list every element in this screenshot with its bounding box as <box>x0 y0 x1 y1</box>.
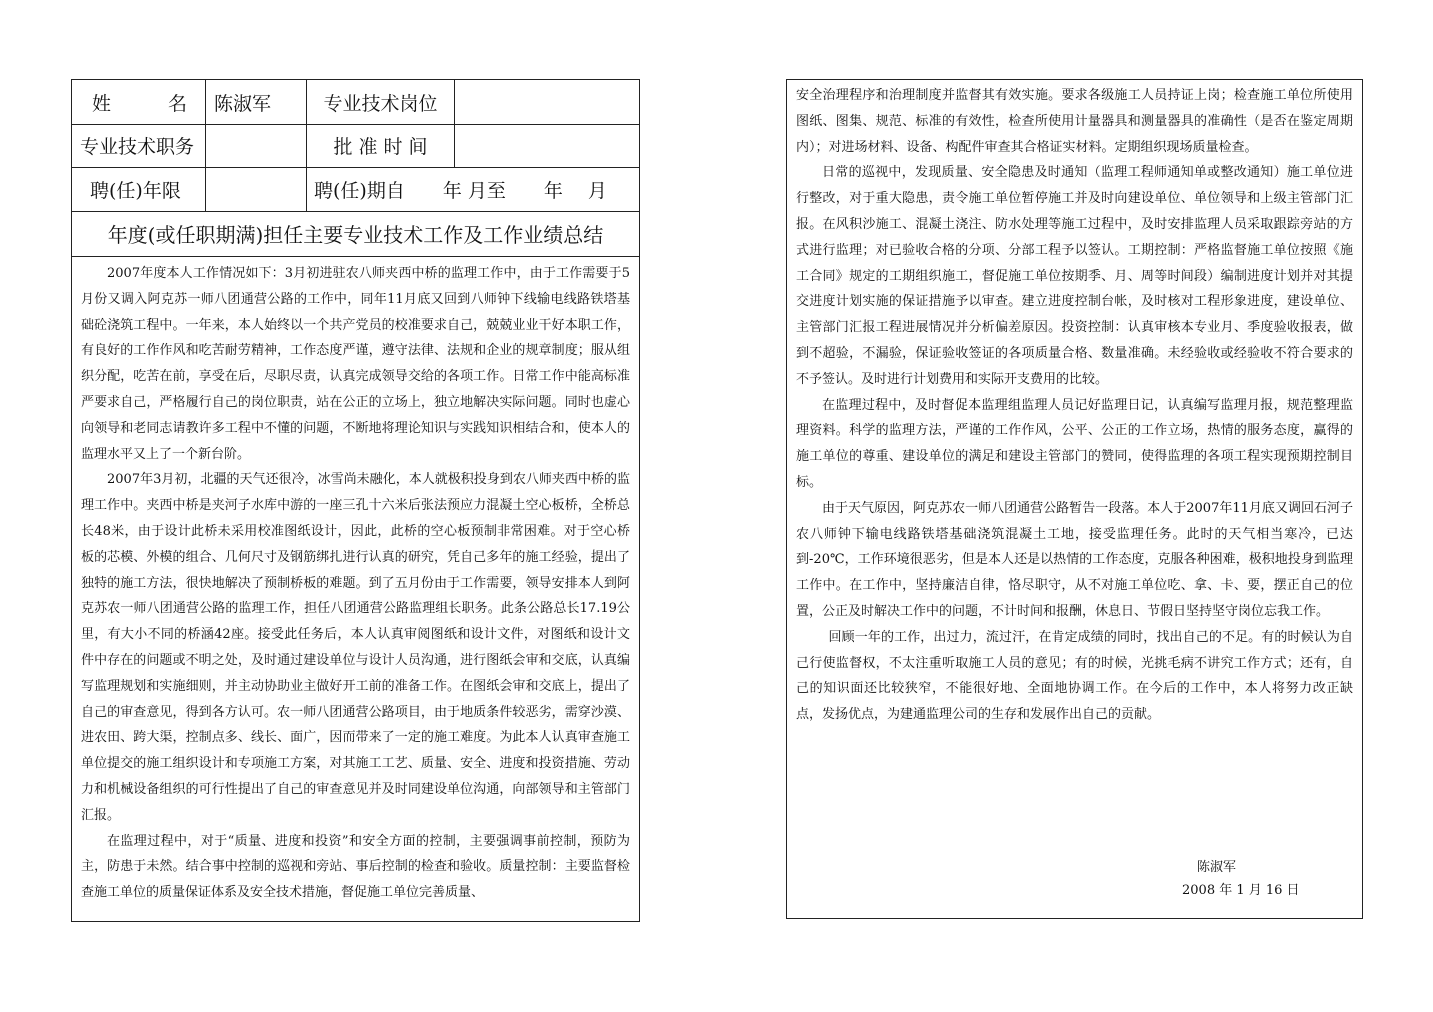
term-label-cell <box>72 167 206 211</box>
section-title: 年度(或任职期满)担任主要专业技术工作及工作业绩总结 <box>107 223 604 247</box>
right-paragraph: 安全治理程序和治理制度并监督其有效实施。要求各级施工人员持证上岗；检查施工单位所使用图纸、图集、规范、标准的有效性，检查所使用计量器具和测量器具的准确性（是否在鉴定周期内）；对进场材料、设备、构配件审查其合格证实材料。定期组织现场质量检查。 <box>796 88 1353 155</box>
right-paragraph: 回顾一年的工作，出过力，流过汗，在肯定成绩的同时，找出自己的不足。有的时候认为自己行使监督权，不太注重听取施工人员的意见；有的时候，光挑毛病不讲究工作方式；还有，自己的知识面还比较狭窄，不能很好地、全面地协调工作。在今后的工作中，本人将努力改正缺点，发扬优点，为建通监理公司的生存和发展作出自己的贡献。 <box>796 629 1353 723</box>
post-label-cell <box>307 80 455 124</box>
term-value-cell <box>206 167 307 211</box>
post-label: 专业技术岗位 <box>323 92 438 115</box>
left-paragraph: 2007年度本人工作情况如下：3月初进驻农八师夹西中桥的监理工作中，由于工作需要于5月份又调入阿克苏一师八团通营公路的工作中，同年11月底又回到八师钟下线输电线路铁塔基础砼浇筑工程中。一年来，本人始终以一个共产党员的校准要求自己，兢兢业业干好本职工作，有良好的工作作风和吃苦耐劳精神，工作态度严谨，遵守法律、法规和企业的规章制度；服从组织分配，吃苦在前，享受在后，尽职尽责，认真完成领导交给的各项工作。日常工作中能高标准严要求自己，严格履行自己的岗位职责，站在公正的立场上，独立地解决实际问题。同时也虚心向领导和老同志请教许多工程中不懂的问题，不断地将理论知识与实践知识相结合和，使本人的监理水平又上了一个新台阶。 <box>81 266 630 462</box>
name-value-cell <box>206 80 307 124</box>
name-label-char-1: 姓 <box>92 92 112 115</box>
right-paragraph: 由于天气原因，阿克苏农一师八团通营公路暂告一段落。本人于2007年11月底又调回石河子农八师钟下输电线路铁塔基础浇筑混凝土工地，接受监理任务。此时的天气相当寒冷，已达到-20℃，工作环境很恶劣，但是本人还是以热情的工作态度，克服各种困难，极积地投身到监理工作中。在工作中，坚持廉洁自律，恪尽职守，从不对施工单位吃、拿、卡、要，摆正自己的位置，公正及时解决工作中的问题，不计时间和报酬，休息日、节假日坚持坚守岗位忘我工作。 <box>796 500 1353 619</box>
approval-label-cell <box>307 124 455 167</box>
name-value: 陈淑军 <box>214 92 272 115</box>
title-label: 专业技术职务 <box>80 136 195 158</box>
approval-value-cell <box>455 124 639 167</box>
approval-label: 批 准 时 间 <box>333 136 428 158</box>
section-title-row <box>72 211 639 257</box>
right-paragraph: 日常的巡视中，发现质量、安全隐患及时通知（监理工程师通知单或整改通知）施工单位进行整改，对于重大隐患，责令施工单位暂停施工并及时向建设单位、单位领导和上级主管部门汇报。在风积沙施工、混凝土浇注、防水处理等施工过程中，及时安排监理人员采取跟踪旁站的方式进行监理；对已验收合格的分项、分部工程予以签认。工期控制：严格监督施工单位按照《施工合同》规定的工期组织施工，督促施工单位按期季、月、周等时间段）编制进度计划并对其提交进度计划实施的保证措施予以审查。建立进度控制台帐，及时核对工程形象进度，建设单位、主管部门汇报工程进展情况并分析偏差原因。投资控制：认真审核本专业月、季度验收报表，做到不超验，不漏验，保证验收签证的各项质量合格、数量准确。未经验收或经验收不符合要求的不予签认。及时进行计划费用和实际开支费用的比较。 <box>796 165 1353 387</box>
title-label-cell <box>72 124 206 167</box>
left-paragraph: 2007年3月初，北疆的天气还很冷，冰雪尚未融化，本人就极积投身到农八师夹西中桥的监理工作中。夹西中桥是夹河子水库中游的一座三孔十六米后张法预应力混凝土空心板桥，全桥总长48米，由于设计此桥未采用校准图纸设计，因此，此桥的空心板预制非常困难。对于空心桥板的芯模、外模的组合、几何尺寸及钢筋绑扎进行认真的研究，凭自己多年的施工经验，提出了独特的施工方法，很快地解决了预制桥板的难题。到了五月份由于工作需要，领导安排本人到阿克苏农一师八团通营公路的监理工作，担任八团通营公路监理组长职务。此条公路总长17.19公里，有大小不同的桥涵42座。接受此任务后，本人认真审阅图纸和设计文件，对图纸和设计文件中存在的问题或不明之处，及时通过建设单位与设计人员沟通，进行图纸会审和交底，认真编写监理规划和实施细则，并主动协助业主做好开工前的准备工作。在图纸会审和交底上，提出了自己的审查意见，得到各方认可。农一师八团通营公路项目，由于地质条件较恶劣，需穿沙漠、进农田、跨大渠，控制点多、线长、面广，因而带来了一定的施工难度。为此本人认真审查施工单位提交的施工组织设计和专项施工方案，对其施工工艺、质量、安全、进度和投资措施、劳动力和机械设备组织的可行性提出了自己的审查意见并及时同建设单位沟通，向部领导和主管部门汇报。 <box>81 472 630 823</box>
left-summary-text <box>81 261 630 906</box>
right-page <box>786 79 1363 919</box>
right-summary-text <box>796 83 1353 728</box>
form-row-term <box>72 167 639 212</box>
post-value-cell <box>455 80 639 124</box>
left-page-form <box>71 79 640 922</box>
name-label-cell <box>72 80 206 124</box>
term-label: 聘(任)年限 <box>90 179 181 202</box>
name-label-char-2: 名 <box>167 92 187 115</box>
signature-date: 2008 年 1 月 16 日 <box>1182 883 1300 898</box>
form-row-name <box>72 80 639 125</box>
left-paragraph: 在监理过程中，对于“质量、进度和投资”和安全方面的控制，主要强调事前控制，预防为主，防患于未然。结合事中控制的巡视和旁站、事后控制的检查和验收。质量控制：主要监督检查施工单位的质量保证体系及安全技术措施，督促施工单位完善质量、 <box>81 833 630 901</box>
title-value-cell <box>206 124 307 167</box>
signature-name: 陈淑军 <box>1197 860 1237 875</box>
period-label: 聘(任)期自 年 月至 年 月 <box>314 179 607 202</box>
right-paragraph: 在监理过程中，及时督促本监理组监理人员记好监理日记，认真编写监理月报，规范整理监理资料。科学的监理方法，严谨的工作作风，公平、公正的工作立场，热情的服务态度，赢得的施工单位的尊重、建设单位的满足和建设主管部门的赞同，使得监理的各项工程实现预期控制目标。 <box>796 397 1353 490</box>
form-row-title <box>72 124 639 168</box>
period-cell <box>307 167 639 211</box>
